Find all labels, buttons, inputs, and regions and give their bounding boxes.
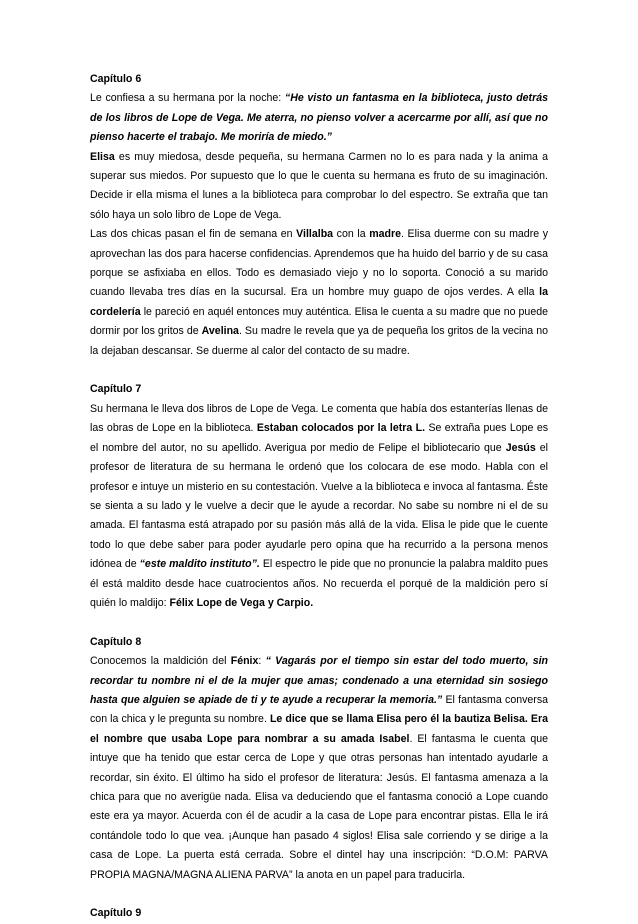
- body-text: El fantasma conversa con la chica y le pregunta su nombre.: [90, 693, 549, 726]
- chapter-heading: Capítulo 7: [90, 383, 142, 396]
- body-text: le pareció en aquél entonces muy auténtica. Elisa le cuenta a su madre que no puede dormir por los gritos de: [90, 305, 548, 338]
- bold-italic-span: [140, 558, 260, 570]
- bold-text: madre: [369, 228, 401, 241]
- body-text: El espectro le pide que no pronuncie la palabra maldito pues él está maldito desde hace cuatrocientos años. No recuerda el porqué de la maldición pero sí quién lo maldijo:: [90, 558, 548, 609]
- body-text: es muy miedosa, desde pequeña, su hermana Carmen no lo es para nada y la anima a superar sus miedos. Por supuesto que lo que le cuenta su hermana es fruto de su imaginación. Decide ir ella misma el lunes a la biblioteca para comprobar lo del espectro. Se extraña que tan sólo haya un solo libro de Lope de Vega.: [90, 150, 548, 221]
- emphasis-text: “He visto un fantasma en la biblioteca, justo detrás de los libros de Lope de Vega. Me aterra, no pienso volver a acercarme por allí, así que no pienso hacerte el trabajo. Me moriría de miedo.”: [90, 92, 548, 144]
- bold-text: Le dice que se llama Elisa pero él la bautiza Belisa. Era el nombre que usaba Lope para nombrar a su amada Isabel: [90, 713, 548, 745]
- bold-text: Estaban colocados por la letra L.: [256, 422, 426, 435]
- body-text: con la: [333, 228, 370, 241]
- chapter-heading: Capítulo 8: [90, 635, 142, 648]
- chapter-paragraph: [90, 148, 548, 226]
- bold-text: Fénix: [230, 655, 259, 668]
- body-text: :: [258, 655, 266, 668]
- chapter-heading: Capítulo 9: [90, 907, 142, 920]
- bold-text: Avelina: [201, 325, 239, 338]
- body-text: . Elisa duerme con su madre y aprovechan las dos para hacerse confidencias. Aprendemos que ha huido del barrio y de su casa porque se asfixiaba en ellos. Todo es demasiado viejo y no lo soporta. Conoció a su marido cuando llevaba tres días en la sucursal. Era un hombre muy guapo de ojos verdes. A ella: [90, 228, 549, 299]
- chapter-section: [90, 633, 548, 885]
- body-text: Le confiesa a su hermana por la noche:: [90, 92, 285, 105]
- body-text: Su hermana le lleva dos libros de Lope de Vega. Le comenta que había dos estanterías llenas de las obras de Lope en la biblioteca.: [90, 402, 548, 435]
- bold-text: Villalba: [296, 228, 334, 241]
- body-text: Las dos chicas pasan el fin de semana en: [90, 228, 297, 241]
- bold-text: Félix Lope de Vega y Carpio.: [169, 596, 314, 609]
- bold-text: Jesús: [505, 441, 536, 454]
- chapter-heading: Capítulo 6: [90, 73, 142, 85]
- chapter-section: [90, 380, 548, 613]
- body-text: . Su madre le revela que ya de pequeña los gritos de la vecina no la dejaban descansar. Se duerme al calor del contacto de su madre.: [90, 325, 548, 357]
- emphasis-text: “este maldito instituto”.: [139, 558, 260, 571]
- body-text: . El fantasma le cuenta que intuye que ha tenido que estar cerca de Lope y que otras personas han intentado ayudarle a recordar, sin éxito. El último ha sido el profesor de literatura: Jesús. El fantasma amenaza a la chica para que no averigüe nada. Elisa va deduciendo que el fantasma conoció a Lope cuando este era ya mayor. Acuerda con él de acudir a la casa de Lope para encontrar pistas. Ella le irá contándole todo lo que vea. ¡Aunque han pasado 4 siglos! Elisa sale corriendo y se dirige a la casa de Lope. La puerta está cerrada. Sobre el dintel hay una inscripción: “D.O.M: PARVA PROPIA MAGNA/MAGNA ALIENA PARVA” la anota en un papel para traducirla.: [90, 732, 548, 881]
- chapter-paragraph: [90, 225, 548, 361]
- bold-text: la cordelería: [90, 286, 548, 318]
- chapter-section: [90, 904, 548, 923]
- emphasis-text: “ Vagarás por el tiempo sin estar del todo muerto, sin recordar tu nombre ni el de la mujer que amas; condenado a una eternidad sin sosiego hasta que alguien se apiade de ti y te ayude a recuperar la memoria.”: [90, 655, 549, 706]
- body-text: Se extraña pues Lope es el nombre del autor, no su apellido. Averigua por medio de Felipe el bibliotecario que: [90, 422, 549, 454]
- document-body: [90, 70, 548, 924]
- chapter-paragraph: [90, 652, 548, 885]
- bold-text: Elisa: [90, 150, 115, 163]
- chapter-section: [90, 70, 548, 361]
- body-text: Conocemos la maldición del: [90, 655, 231, 668]
- chapter-paragraph: [90, 89, 548, 147]
- body-text: el profesor de literatura de su hermana le ordenó que los colocara de ese modo. Habla con el profesor e intuye un misterio en su contestación. Vuelve a la biblioteca e invoca al fantasma. Éste se sienta a su lado y le vuelve a decir que le ayude a recordar. No sabe su nombre ni el de su amada. El fantasma está atrapado por su pasión más allá de la vida. Elisa le pide que le cuente todo lo que debe saber para poder ayudarle pero opina que ha recurrido a la persona menos idónea de: [90, 441, 548, 571]
- chapter-paragraph: [90, 400, 548, 613]
